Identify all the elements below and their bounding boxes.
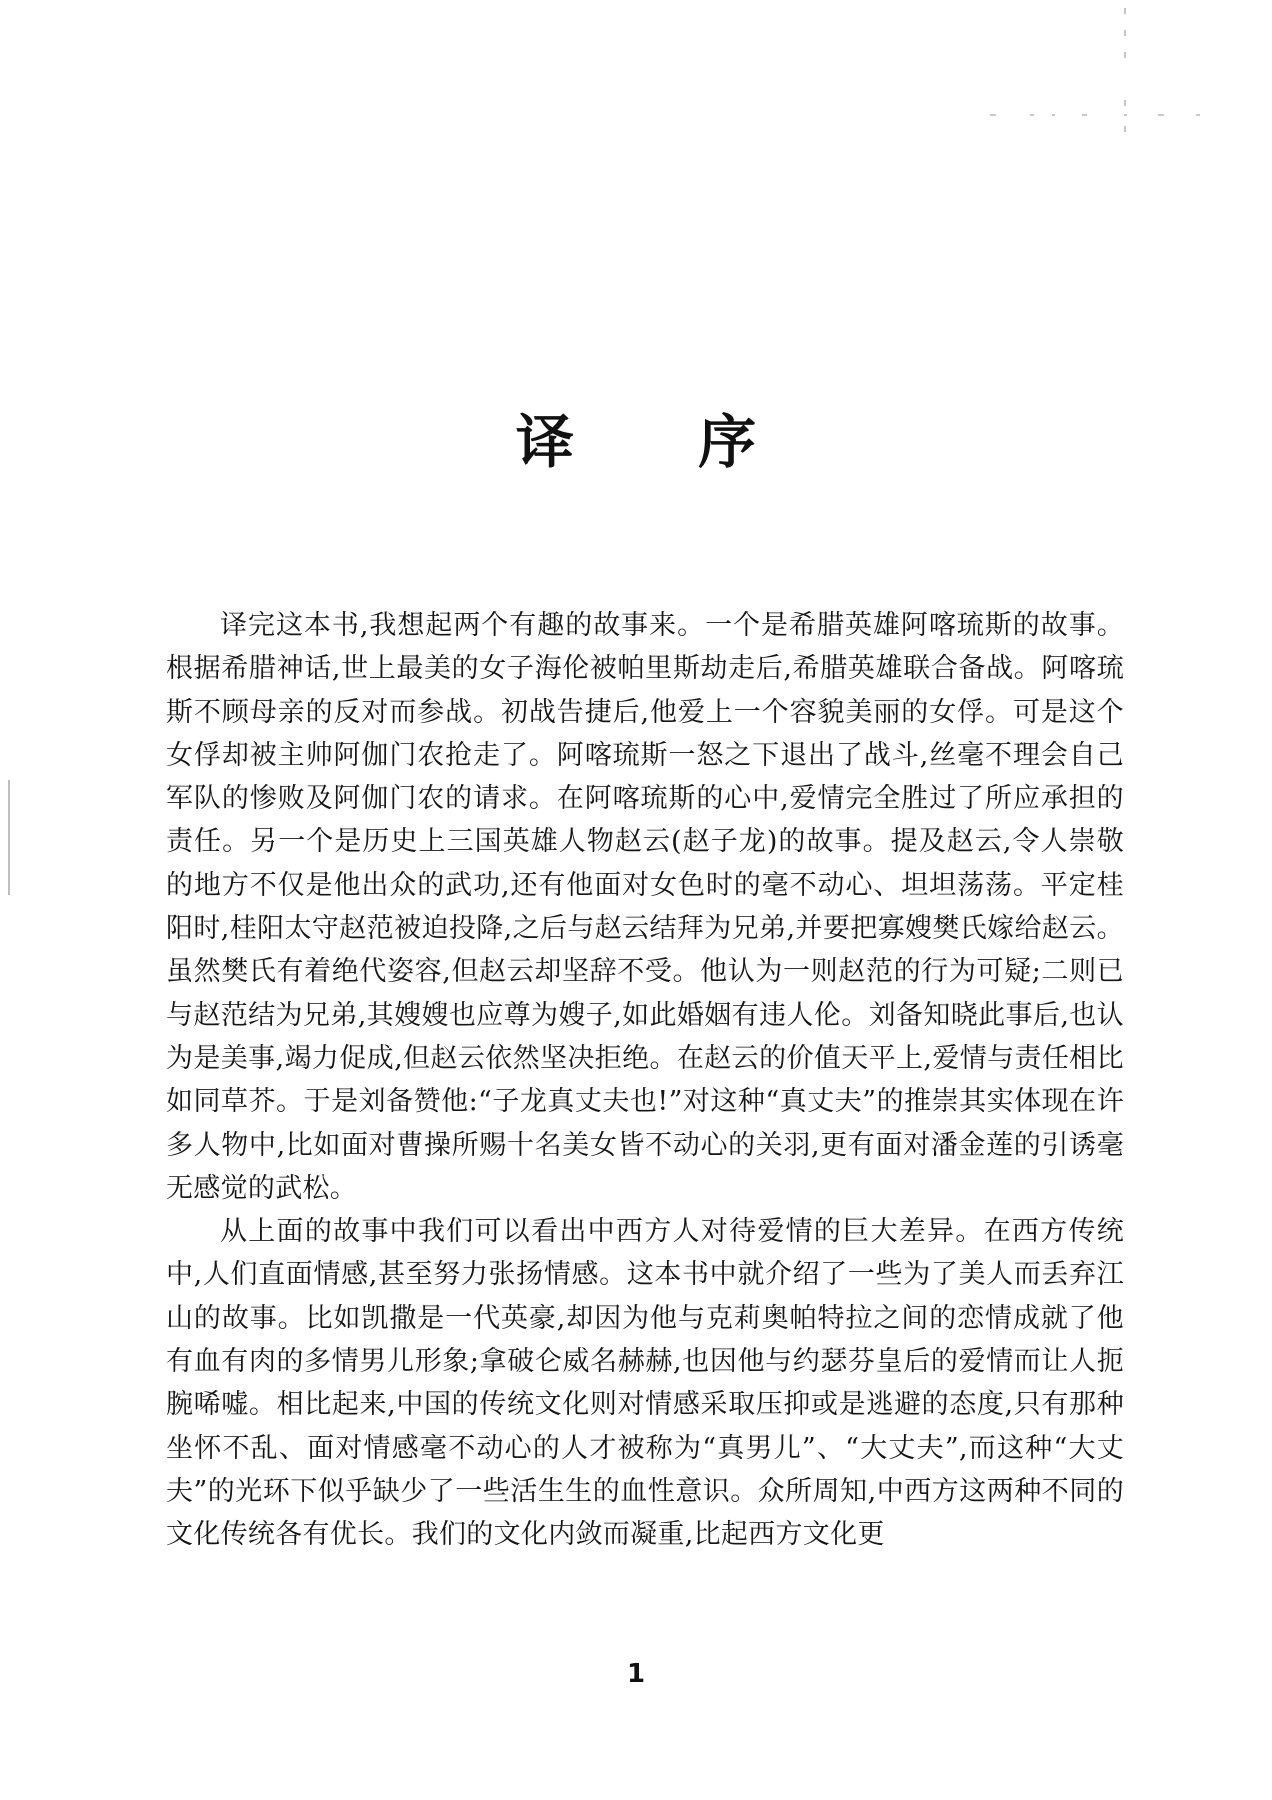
paragraph-2: 从上面的故事中我们可以看出中西方人对待爱情的巨大差异。在西方传统中,人们直面情感,甚至努力张扬情感。这本书中就介绍了一些为了美人而丢弃江山的故事。比如凯撒是一代英豪,却因为他与克莉奥帕特拉之间的恋情成就了他有血有肉的多情男儿形象;拿破仑威名赫赫,也因他与约瑟芬皇后的爱情而让人扼腕唏嘘。相比起来,中国的传统文化则对情感采取压抑或是逃避的态度,只有那种坐怀不乱、面对情感毫不动心的人才被称为“真男儿”、“大丈夫”,而这种“大丈夫”的光环下似乎缺少了一些活生生的血性意识。众所周知,中西方这两种不同的文化传统各有优长。我们的文化内敛而凝重,比起西方文化更: [166, 1216, 1124, 1551]
body-text: [166, 604, 1124, 1557]
scan-dot-row: [990, 114, 1220, 118]
page-number: 1: [626, 1659, 646, 1689]
scan-edge-marks: [1124, 8, 1126, 148]
page-title: 译 序: [515, 408, 809, 476]
paragraph-1: 译完这本书,我想起两个有趣的故事来。一个是希腊英雄阿喀琉斯的故事。根据希腊神话,世上最美的女子海伦被帕里斯劫走后,希腊英雄联合备战。阿喀琉斯不顾母亲的反对而参战。初战告捷后,他爱上一个容貌美丽的女俘。可是这个女俘却被主帅阿伽门农抢走了。阿喀琉斯一怒之下退出了战斗,丝毫不理会自己军队的惨败及阿伽门农的请求。在阿喀琉斯的心中,爱情完全胜过了所应承担的责任。另一个是历史上三国英雄人物赵云(赵子龙)的故事。提及赵云,令人崇敬的地方不仅是他出众的武功,还有他面对女色时的毫不动心、坦坦荡荡。平定桂阳时,桂阳太守赵范被迫投降,之后与赵云结拜为兄弟,并要把寡嫂樊氏嫁给赵云。虽然樊氏有着绝代姿容,但赵云却坚辞不受。他认为一则赵范的行为可疑;二则已与赵范结为兄弟,其嫂嫂也应尊为嫂子,如此婚姻有违人伦。刘备知晓此事后,也认为是美事,竭力促成,但赵云依然坚决拒绝。在赵云的价值天平上,爱情与责任相比如同草芥。于是刘备赞他:“子龙真丈夫也!”对这种“真丈夫”的推崇其实体现在许多人物中,比如面对曹操所赐十名美女皆不动心的关羽,更有面对潘金莲的引诱毫无感觉的武松。: [166, 610, 1124, 1204]
scan-left-edge-line: [8, 780, 10, 895]
